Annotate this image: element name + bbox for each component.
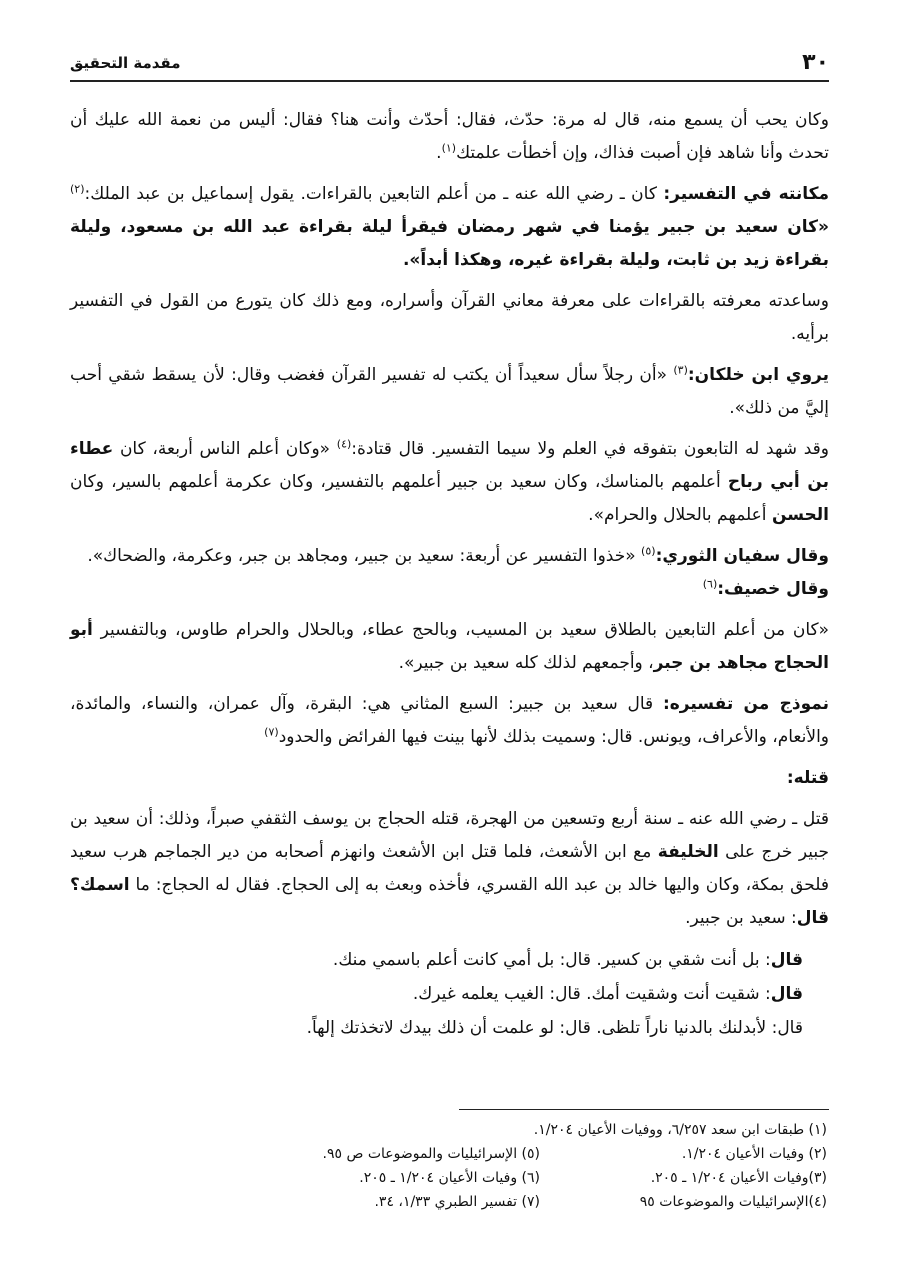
paragraph-8	[70, 614, 829, 680]
p10-a: قتل ـ رضي الله عنه ـ سنة أربع وتسعين من الهجرة، قتله الحجاج بن يوسف الثقفي صبراً، وذلك: أن سعيد بن جبير خرج على	[70, 809, 829, 862]
p10-name: الخليفة	[657, 842, 719, 862]
paragraph-10	[70, 803, 829, 935]
page-body	[70, 104, 829, 1045]
paragraph-2	[70, 178, 829, 277]
p8-a: «كان من أعلم التابعين بالطلاق سعيد بن المسيب، وبالحج عطاء، وبالحلال والحرام طاوس، وبالتفسير	[92, 620, 829, 640]
paragraph-4	[70, 359, 829, 425]
p7-lead: وقال خصيف:	[717, 579, 829, 599]
dialogue-lead: قال	[770, 984, 803, 1004]
dialogue-text: : لأبدلنك بالدنيا ناراً تلظى. قال: لو علمت أن ذلك بيدك لاتخذتك إلهاً.	[306, 1018, 778, 1038]
dialogue-lead: قال	[770, 950, 803, 970]
footnote: (٦) وفيات الأعيان ١/٢٠٤ ـ ٢٠٥.	[359, 1170, 540, 1186]
p10-c: اسمك؟ قال	[70, 875, 829, 928]
paragraph-9	[70, 688, 829, 754]
paragraph-5	[70, 433, 829, 532]
dialogue-text: : شقيت أنت وشقيت أمك. قال: الغيب يعلمه غيرك.	[412, 984, 771, 1004]
paragraph-7	[70, 573, 829, 606]
p5-b: «وكان أعلم الناس أربعة، كان	[113, 439, 337, 459]
p2-text: كان ـ رضي الله عنه ـ من أعلم التابعين بالقراءات. يقول إسماعيل بن عبد الملك:	[84, 184, 664, 204]
p5-a: وقد شهد له التابعون بتفوقه في العلم ولا سيما التفسير. قال قتادة:	[351, 439, 829, 459]
paragraph-6	[70, 540, 829, 573]
p4-text: «أن رجلاً سأل سعيداً أن يكتب له تفسير القرآن فغضب وقال: لأن يسقط شقي أحب إليَّ من ذلك».	[70, 365, 829, 418]
footnotes-left-column	[240, 1142, 540, 1214]
p8-b: ، وأجمعهم لذلك كله سعيد بن جبير».	[398, 653, 654, 673]
p5-name-hasan: الحسن	[771, 505, 829, 525]
footnote-ref-7: (٧)	[264, 725, 279, 739]
footnote: (٣)وفيات الأعيان ١/٢٠٤ ـ ٢٠٥.	[650, 1170, 827, 1186]
p1-end: .	[436, 143, 442, 163]
p5-d: أعلمهم بالحلال والحرام».	[588, 505, 772, 525]
dialogue-lead: قال	[777, 1018, 803, 1038]
page-number: ٣٠	[802, 50, 829, 75]
p6-lead: وقال سفيان الثوري:	[655, 546, 829, 566]
running-head: مقدمة التحقيق	[70, 54, 181, 72]
footnote: (٢) وفيات الأعيان ١/٢٠٤.	[681, 1146, 827, 1162]
footnote: (٧) تفسير الطبري ١/٣٣، ٣٤.	[374, 1194, 540, 1210]
p1-text: وكان يحب أن يسمع منه، قال له مرة: حدّث، فقال: أحدّث وأنت هنا؟ فقال: أليس من نعمة الله عليك أن تحدث وأنا شاهد فإن أصبت فذاك، وإن أخطأت علمتك	[70, 110, 829, 163]
p4-lead: يروي ابن خلكان:	[687, 365, 829, 385]
footnote-ref-1: (١)	[441, 141, 457, 155]
footnote-ref-2: (٢)	[70, 182, 85, 196]
p2-quote: «كان سعيد بن جبير يؤمنا في شهر رمضان فيقرأ ليلة بقراءة عبد الله بن مسعود، وليلة بقراءة زيد بن ثابت، وليلة بقراءة غيره، وهكذا أبداً».	[70, 217, 829, 270]
section-title-killing: قتله:	[786, 768, 829, 788]
footnote: (٥) الإسرائيليات والموضوعات ص ٩٥.	[322, 1146, 540, 1162]
footnote-ref-5: (٥)	[641, 544, 656, 558]
p5-name-ata: عطاء بن أبي رباح	[70, 439, 830, 492]
paragraph-1	[70, 104, 829, 170]
dialogue-line	[70, 943, 803, 977]
page-header	[70, 50, 829, 80]
p10-b: مع ابن الأشعث، فلما قتل ابن الأشعث وانهزم أصحابه من دير الجماجم هرب سعيد فلحق بمكة، وكان واليها خالد بن عبد الله القسري، فأخذه وبعث به إلى الحجاج. فقال له الحجاج: ما	[70, 842, 829, 895]
footnote-ref-4: (٤)	[336, 437, 352, 451]
paragraph-3: وساعدته معرفته بالقراءات على معرفة معاني القرآن وأسراره، ومع ذلك كان يتورع من القول في التفسير برأيه.	[70, 291, 829, 344]
dialogue-line	[70, 1011, 803, 1045]
footnote-rule	[459, 1109, 829, 1110]
footnote: (٤)الإسرائيليات والموضوعات ٩٥	[639, 1194, 827, 1210]
p5-c: أعلمهم بالمناسك، وكان سعيد بن جبير أعلمهم بالتفسير، وكان عكرمة أعلمهم بالسير، وكان	[70, 472, 728, 492]
p9-text: قال سعيد بن جبير: السبع المثاني هي: البقرة، وآل عمران، والنساء، والمائدة، والأنعام، والأعراف، ويونس. قال: وسميت بذلك لأنها بينت فيها الفرائض والحدود	[70, 694, 829, 747]
header-rule	[70, 80, 829, 82]
p2-lead: مكانته في التفسير:	[663, 184, 829, 204]
footnote-ref-3: (٣)	[673, 363, 688, 377]
footnote: (١) طبقات ابن سعد ٦/٢٥٧، ووفيات الأعيان ١/٢٠٤.	[533, 1122, 827, 1138]
book-page	[70, 0, 829, 1268]
dialogue-block	[70, 943, 803, 1045]
dialogue-line	[70, 977, 803, 1011]
p9-lead: نموذج من تفسيره:	[662, 694, 830, 714]
p8-name: أبو الحجاج مجاهد بن جبر	[70, 620, 829, 673]
dialogue-text: : بل أنت شقي بن كسير. قال: بل أمي كانت أعلم باسمي منك.	[332, 950, 771, 970]
p6-text: «خذوا التفسير عن أربعة: سعيد بن جبير، ومجاهد بن جبر، وعكرمة، والضحاك».	[87, 546, 642, 566]
p10-d: : سعيد بن جبير.	[685, 908, 797, 928]
footnote-ref-6: (٦)	[702, 577, 718, 591]
